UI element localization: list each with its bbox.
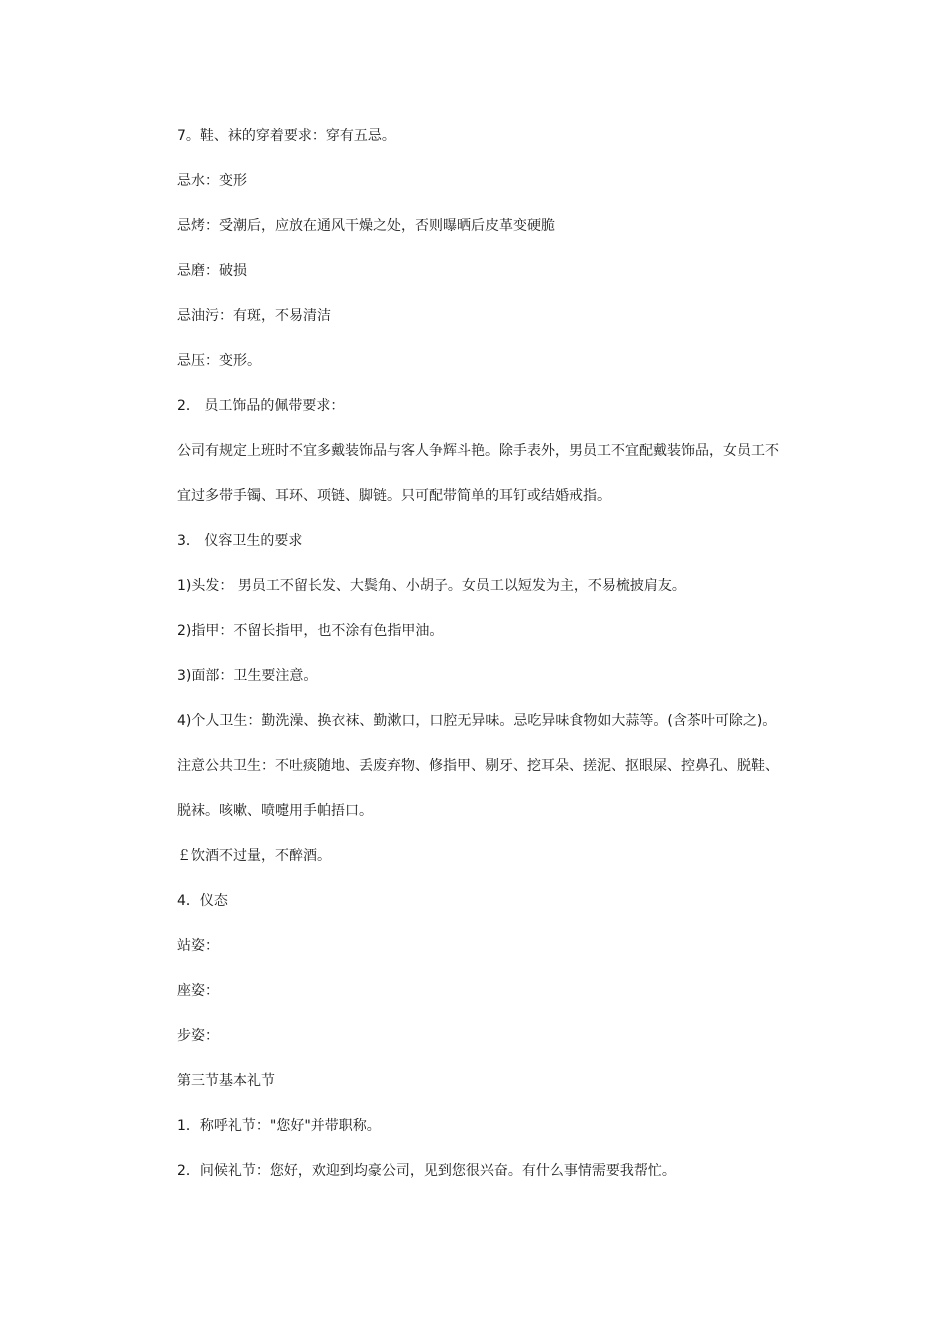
paragraph-standing: 站姿： xyxy=(177,938,219,954)
paragraph-avoid-heat: 忌烤：受潮后，应放在通风干燥之处，否则曝晒后皮革变硬脆 xyxy=(177,218,555,234)
paragraph-avoid-water: 忌水：变形 xyxy=(177,173,247,189)
paragraph-avoid-grease: 忌油污：有斑，不易清洁 xyxy=(177,308,331,324)
section-heading-etiquette: 第三节基本礼节 xyxy=(177,1073,275,1089)
section-heading-accessories: 2． 员工饰品的佩带要求： xyxy=(177,398,345,414)
paragraph-avoid-wear: 忌磨：破损 xyxy=(177,263,247,279)
paragraph-personal-hygiene: 4)个人卫生：勤洗澡、换衣袜、勤漱口，口腔无异味。忌吃异味食物如大蒜等。(含茶叶可除之)。 xyxy=(177,713,777,729)
paragraph-accessories-line-2: 宜过多带手镯、耳环、项链、脚链。只可配带简单的耳钉或结婚戒指。 xyxy=(177,488,611,504)
paragraph-avoid-pressure: 忌压：变形。 xyxy=(177,353,261,369)
paragraph-walking: 步姿： xyxy=(177,1028,219,1044)
paragraph-face: 3)面部：卫生要注意。 xyxy=(177,668,318,684)
paragraph-sitting: 座姿： xyxy=(177,983,219,999)
paragraph-hair: 1)头发： 男员工不留长发、大鬓角、小胡子。女员工以短发为主，不易梳披肩友。 xyxy=(177,578,686,594)
document-body xyxy=(177,126,817,1206)
paragraph-greeting: 2．问候礼节：您好，欢迎到均豪公司，见到您很兴奋。有什么事情需要我帮忙。 xyxy=(177,1163,676,1179)
paragraph-addressing: 1．称呼礼节："您好"并带职称。 xyxy=(177,1118,381,1134)
paragraph-drinking: ￡饮酒不过量，不醉酒。 xyxy=(177,848,331,864)
paragraph-accessories-line-1: 公司有规定上班时不宜多戴装饰品与客人争辉斗艳。除手表外，男员工不宜配戴装饰品，女员工不 xyxy=(177,443,779,459)
section-heading-posture: 4．仪态 xyxy=(177,893,228,909)
section-heading-hygiene: 3． 仪容卫生的要求 xyxy=(177,533,303,549)
paragraph-nails: 2)指甲：不留长指甲，也不涂有色指甲油。 xyxy=(177,623,444,639)
paragraph-shoes-socks-heading: 7。鞋、袜的穿着要求：穿有五忌。 xyxy=(177,128,396,144)
paragraph-public-hygiene-line-2: 脱袜。咳嗽、喷嚏用手帕捂口。 xyxy=(177,803,373,819)
paragraph-public-hygiene-line-1: 注意公共卫生：不吐痰随地、丢废弃物、修指甲、剔牙、挖耳朵、搓泥、抠眼屎、控鼻孔、脱鞋、 xyxy=(177,758,779,774)
